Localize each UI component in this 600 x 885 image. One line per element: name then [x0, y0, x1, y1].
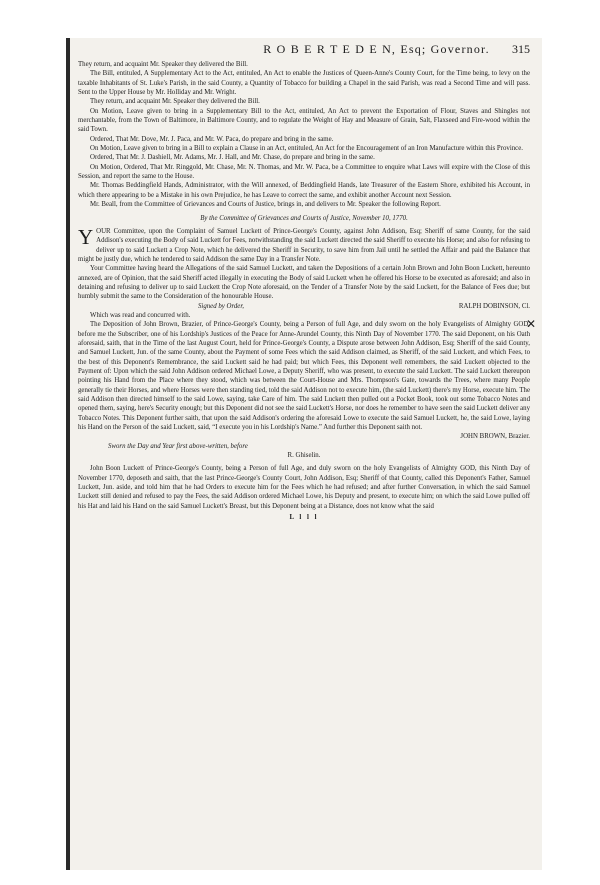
signed-by-order: Signed by Order,: [198, 302, 244, 310]
report-first-text: OUR Committee, upon the Complaint of Samuel Luckett of Prince-George's County, against John Addison, Esq; Sheriff of same County, for the said Addison's executing the Body of said Luckett for Fees, notwithstanding the said Luckett directed the said Sheriff to execute his Horse; and also for refusing to deliver up to said Luckett a Crop Note, which he delivered the Sheriff in Security, to save him from Jail until he settled the Affair and paid the Balance that might be justly due, which he tendered to said Addison the same Day in a Transfer Note.: [78, 227, 530, 263]
proceeding-paragraph: Ordered, That Mr. Dove, Mr. J. Paca, and Mr. W. Paca, do prepare and bring in the same.: [90, 135, 334, 143]
deposition-john-brown: The Deposition of John Brown, Brazier, of Prince-George's County, being a Person of full Age, and duly sworn on the holy Evangelists of Almighty GOD, before me the Subscriber, one of his Lordship's Justices of the Peace for Anne-Arundel County, this Ninth Day of November 1770. The said Deponent, on his Oath aforesaid, saith, that in the Time of the last August Court, held for Prince-George's County, a Dispute arose between John Addison, Esq; Sheriff of the said County, and Samuel Luckett, Jun. of the same County, about the Payment of some Fees which the said Addison claimed, as Sheriff, of the said Luckett, and which Fees, to the best of this Deponent's Remembrance, the said Luckett said he had paid; but which Fees, this Deponent well remembers, the said Luckett objected to the Payment of: Upon which the said John Addison ordered Michael Lowe, a Deputy Sheriff, who was present, to execute the said Luckett. The said Luckett thereupon pointing his Hand from the Place where they stood, which was between the Court-House and Mrs. Thompson's Gate, towards the Trees, where many People generally tie their Horses, and where Horses were then standing tied, told the said Addison not to execute him, (the said Luckett) there's my Horse, execute him. The said Addison then directed himself to the said Lowe, saying, take Care of him. The said Luckett then pulled out a Pocket Book, took out some Tobacco Notes and opened them, saying, here's Security enough; but this Deponent did not see the said Luckett's Horse, nor does he remember to have seen the said Luckett deliver any Tobacco Notes. This Deponent further saith, that upon the said Addison's ordering the aforesaid Lowe to execute the said Samuel Luckett, he, the said Lowe, laying his Hand on the Person of the said Luckett, said, “I execute you in his Lordship's Name.” And further this Deponent saith not.: [78, 321, 530, 432]
brown-signature: JOHN BROWN, Brazier.: [460, 433, 530, 441]
running-title: R O B E R T E D E N, Esq; Governor.: [263, 42, 490, 56]
report-first-paragraph: [78, 224, 530, 264]
drop-cap: Y: [78, 224, 94, 249]
proceeding-paragraph: They return, and acquaint Mr. Speaker they delivered the Bill.: [78, 61, 248, 68]
running-header: [78, 38, 530, 60]
proceeding-paragraph: On Motion, Leave given to bring in a Supplementary Bill to the Act, entituled, An Act to prevent the Exportation of Flour, Staves and Shingles not merchantable, from the Town of Baltimore, in Baltimore County, and to regulate the Weight of Hay and Measure of Grain, Salt, Flaxseed and Fire-wood within the said Town.: [78, 107, 530, 134]
proceeding-paragraph: Mr. Thomas Beddingfield Hands, Administrator, with the Will annexed, of Beddingfield Hands, late Treasurer of the Eastern Shore, exhibited his Account, in which there appearing to be a Mistake in his own Prejudice, he has Leave to correct the same, and exhibit another Account next Session.: [78, 182, 530, 199]
justice-signature: R. Ghiselin.: [287, 452, 321, 460]
deposition-john-boon-luckett: John Boon Luckett of Prince-George's County, being a Person of full Age, and duly sworn on the holy Evangelists of Almighty GOD, this Ninth Day of November 1770, deposeth and saith, that the last Prince-George's County Court, John Addison, Esq; Sheriff of that County, called this Deponent's Father, Samuel Luckett, Jun. aside, and told him that he had Orders to execute him for the Fees which he had refused; and after further Conversation, in which the said Samuel Luckett still denied and refused to pay the Fees, the said Addison ordered Michael Lowe, his Deputy and present, to execute him; on which the said Lowe pulled off his Hat and laid his Hand on the said Samuel Luckett's Breast, but this Deponent being at a Distance, does not know what the said: [78, 465, 530, 510]
page-number: 315: [512, 42, 530, 56]
sworn-statement: Sworn the Day and Year first above-written, before: [108, 442, 248, 450]
report-heading: By the Committee of Grievances and Courts of Justice, November 10, 1770.: [200, 214, 408, 222]
report-signature: [78, 302, 530, 311]
proceeding-paragraph: On Motion, Leave given to bring in a Bill to explain a Clause in an Act, entituled, An Act for the Encouragement of an Iron Manufacture within this Province.: [90, 145, 523, 153]
report-second-paragraph: Your Committee having heard the Allegations of the said Samuel Luckett, and taken the Depositions of a certain John Brown and John Boon Luckett, hereunto annexed, are of Opinion, that the said Sheriff acted illegally in executing the Body of said Luckett when he offered his Horse to be executed as aforesaid; and also in detaining and refusing to deliver up to said Luckett the Crop Note aforesaid, on the Tender of a Transfer Note by the said Luckett, for the Balance of Fees due; but humbly submit the same to the Consideration of the honourable House.: [78, 265, 530, 301]
document-page: [66, 38, 542, 870]
proceeding-paragraph: Ordered, That Mr. J. Dashiell, Mr. Adams, Mr. J. Hall, and Mr. Chase, do prepare and bring in the same.: [90, 154, 375, 162]
clerk-signature: RALPH DOBINSON, Cl.: [458, 302, 530, 310]
proceeding-paragraph: Mr. Beall, from the Committee of Grievances and Courts of Justice, brings in, and delivers to Mr. Speaker the following Report.: [90, 201, 441, 209]
signature-mark: L l l l: [289, 514, 319, 522]
binding-shadow: [66, 38, 70, 870]
proceeding-paragraph: The Bill, entituled, A Supplementary Act to the Act, entituled, An Act to enable the Justices of Queen-Anne's County Court, for the Time being, to levy on the taxable Inhabitants of St. Luke's Parish, in the said County, a Quantity of Tobacco for building a Chapel in the said Parish, was read a Second Time and will pass. Sent to the Upper House by Mr. Holliday and Mr. Wright.: [78, 70, 530, 97]
page-content: [78, 38, 530, 523]
concurrence-note: Which was read and concurred with.: [90, 311, 191, 319]
proceeding-paragraph: They return, and acquaint Mr. Speaker they delivered the Bill.: [90, 98, 260, 106]
margin-cross-mark: ✕: [525, 317, 536, 331]
proceeding-paragraph: On Motion, Ordered, That Mr. Ringgold, Mr. Chase, Mr. N. Thomas, and Mr. W. Paca, be a Committee to enquire what Laws will expire with the Close of this Session, and report the same to the House.: [78, 163, 530, 181]
